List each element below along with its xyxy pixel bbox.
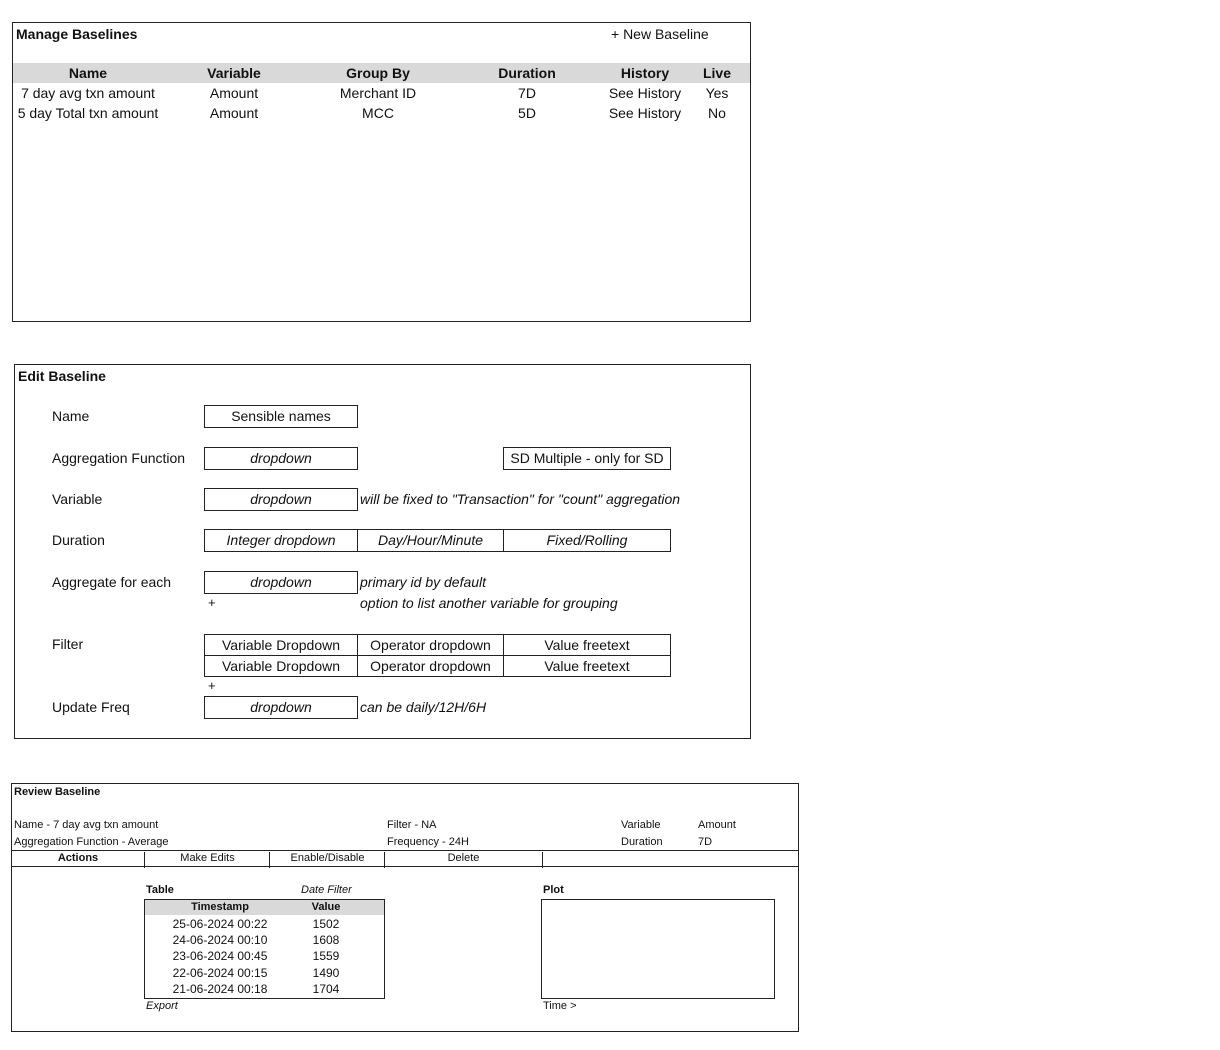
filter-label: Filter — [52, 636, 84, 652]
filter-operator-dropdown[interactable]: Operator dropdown — [357, 655, 504, 677]
plot-area — [541, 899, 775, 999]
timestamp-cell: 23-06-2024 00:45 — [172, 949, 268, 963]
aggregate-for-each-dropdown[interactable]: dropdown — [204, 571, 358, 594]
export-button[interactable]: Export — [146, 1000, 178, 1012]
timestamp-cell: 24-06-2024 00:10 — [172, 933, 268, 947]
review-duration-key: Duration — [621, 836, 663, 848]
name-label: Name — [52, 408, 90, 424]
add-filter-button[interactable]: + — [208, 678, 216, 693]
value-cell: 1608 — [312, 933, 340, 947]
enable-disable-button[interactable]: Enable/Disable — [269, 852, 385, 868]
duration-type-dropdown[interactable]: Fixed/Rolling — [503, 529, 671, 552]
filter-operator-dropdown[interactable]: Operator dropdown — [357, 634, 504, 656]
review-variable-value: Amount — [698, 819, 736, 831]
filter-value-input[interactable]: Value freetext — [503, 655, 671, 677]
timestamp-cell: 22-06-2024 00:15 — [172, 966, 268, 980]
timestamp-cell: 21-06-2024 00:18 — [172, 982, 268, 996]
col-header-group-by: Group By — [346, 65, 410, 81]
col-header-timestamp: Timestamp — [191, 901, 249, 913]
aggregation-function-dropdown[interactable]: dropdown — [204, 447, 358, 470]
col-header-history: History — [620, 65, 670, 81]
manage-baselines-title: Manage Baselines — [16, 26, 138, 42]
review-duration-value: 7D — [698, 836, 713, 848]
make-edits-button[interactable]: Make Edits — [144, 852, 270, 868]
baseline-group-by-cell: Merchant ID — [339, 85, 417, 101]
baseline-variable-cell: Amount — [209, 105, 259, 121]
aggregation-function-label: Aggregation Function — [52, 450, 186, 466]
aggregate-for-each-note-2: option to list another variable for grouping — [360, 595, 618, 611]
review-variable-key: Variable — [621, 819, 661, 831]
review-baseline-panel — [11, 783, 799, 1032]
edit-baseline-panel — [14, 364, 751, 739]
duration-label: Duration — [52, 532, 105, 548]
sd-multiple-input[interactable]: SD Multiple - only for SD — [503, 447, 671, 470]
plot-title: Plot — [543, 884, 564, 896]
col-header-live: Live — [702, 65, 731, 81]
review-frequency: Frequency - 24H — [387, 836, 469, 848]
review-name: Name - 7 day avg txn amount — [14, 819, 159, 831]
col-header-value: Value — [311, 901, 341, 913]
baseline-duration-cell: 7D — [518, 85, 536, 101]
filter-variable-dropdown[interactable]: Variable Dropdown — [204, 634, 358, 656]
baseline-group-by-cell: MCC — [362, 105, 394, 121]
aggregate-for-each-note: primary id by default — [360, 574, 487, 590]
baseline-live-cell: No — [708, 105, 726, 121]
review-aggregation: Aggregation Function - Average — [14, 836, 169, 848]
value-cell: 1704 — [312, 982, 340, 996]
date-filter-button[interactable]: Date Filter — [301, 884, 352, 896]
plot-time-axis-label: Time > — [543, 1000, 577, 1012]
history-table-title: Table — [146, 884, 174, 896]
baseline-name-cell[interactable]: 7 day avg txn amount — [21, 85, 155, 101]
update-freq-label: Update Freq — [52, 699, 130, 715]
col-header-duration: Duration — [498, 65, 556, 81]
new-baseline-button[interactable]: + New Baseline — [611, 26, 709, 42]
update-freq-note: can be daily/12H/6H — [360, 699, 487, 715]
duration-unit-dropdown[interactable]: Day/Hour/Minute — [357, 529, 504, 552]
variable-label: Variable — [52, 491, 103, 507]
value-cell: 1559 — [312, 949, 340, 963]
filter-variable-dropdown[interactable]: Variable Dropdown — [204, 655, 358, 677]
baseline-name-cell[interactable]: 5 day Total txn amount — [17, 105, 159, 121]
manage-baselines-panel — [12, 22, 751, 322]
review-baseline-title: Review Baseline — [14, 786, 101, 798]
value-cell: 1490 — [312, 966, 340, 980]
duration-integer-dropdown[interactable]: Integer dropdown — [204, 529, 358, 552]
baseline-duration-cell: 5D — [518, 105, 536, 121]
col-header-name: Name — [68, 65, 108, 81]
see-history-link[interactable]: See History — [608, 85, 682, 101]
variable-dropdown[interactable]: dropdown — [204, 488, 358, 511]
actions-label: Actions — [57, 852, 99, 864]
edit-baseline-title: Edit Baseline — [18, 368, 106, 384]
see-history-link[interactable]: See History — [608, 105, 682, 121]
baseline-variable-cell: Amount — [209, 85, 259, 101]
name-input[interactable]: Sensible names — [204, 405, 358, 428]
timestamp-cell: 25-06-2024 00:22 — [172, 917, 268, 931]
baseline-live-cell: Yes — [705, 85, 729, 101]
variable-note: will be fixed to "Transaction" for "count" aggregation — [360, 491, 681, 507]
filter-value-input[interactable]: Value freetext — [503, 634, 671, 656]
update-freq-dropdown[interactable]: dropdown — [204, 696, 358, 719]
delete-button[interactable]: Delete — [384, 852, 543, 868]
value-cell: 1502 — [312, 917, 340, 931]
aggregate-for-each-label: Aggregate for each — [52, 574, 172, 590]
col-header-variable: Variable — [207, 65, 261, 81]
add-grouping-button[interactable]: + — [208, 595, 216, 610]
review-filter: Filter - NA — [387, 819, 437, 831]
